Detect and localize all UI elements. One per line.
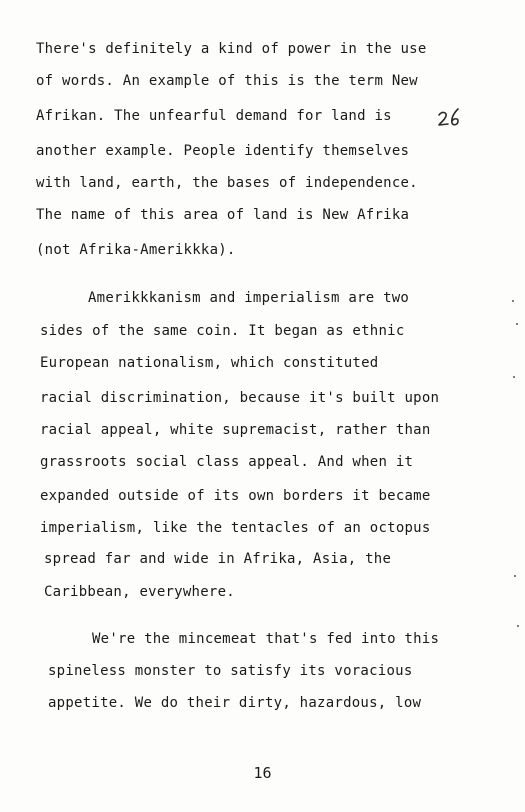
paragraph-line: expanded outside of its own borders it became bbox=[40, 488, 431, 504]
paragraph-line: We're the mincemeat that's fed into this bbox=[92, 631, 440, 647]
page-number: 16 bbox=[253, 764, 272, 782]
scan-speck bbox=[512, 300, 514, 302]
scan-speck bbox=[517, 625, 519, 627]
paragraph-line: appetite. We do their dirty, hazardous, low bbox=[48, 695, 422, 711]
paragraph-line: grassroots social class appeal. And when it bbox=[40, 454, 414, 470]
paragraph-line: (not Afrika-Amerikkka). bbox=[36, 242, 236, 258]
paragraph-line: imperialism, like the tentacles of an octopus bbox=[40, 520, 431, 536]
paragraph-line: another example. People identify themselves bbox=[36, 143, 410, 159]
paragraph-line: European nationalism, which constituted bbox=[40, 355, 379, 371]
paragraph-line: sides of the same coin. It began as ethnic bbox=[40, 323, 405, 339]
scan-speck bbox=[516, 323, 518, 325]
handwritten-annotation bbox=[437, 106, 463, 128]
paragraph-line: spread far and wide in Afrika, Asia, the bbox=[44, 551, 392, 567]
paragraph-line: There's definitely a kind of power in the use bbox=[36, 41, 427, 57]
paragraph-line: The name of this area of land is New Afrika bbox=[36, 207, 410, 223]
paragraph-line: racial appeal, white supremacist, rather than bbox=[40, 422, 431, 438]
paragraph-line: spineless monster to satisfy its voracious bbox=[48, 663, 413, 679]
paragraph-line: Amerikkkanism and imperialism are two bbox=[88, 290, 410, 306]
scan-speck bbox=[514, 575, 516, 577]
paragraph-line: of words. An example of this is the term New bbox=[36, 73, 418, 89]
paragraph-line: racial discrimination, because it's built upon bbox=[40, 390, 440, 406]
scan-speck bbox=[513, 376, 515, 378]
paragraph-line: Caribbean, everywhere. bbox=[44, 584, 235, 600]
paragraph-line: Afrikan. The unfearful demand for land is bbox=[36, 108, 392, 124]
paragraph-line: with land, earth, the bases of independence. bbox=[36, 175, 418, 191]
